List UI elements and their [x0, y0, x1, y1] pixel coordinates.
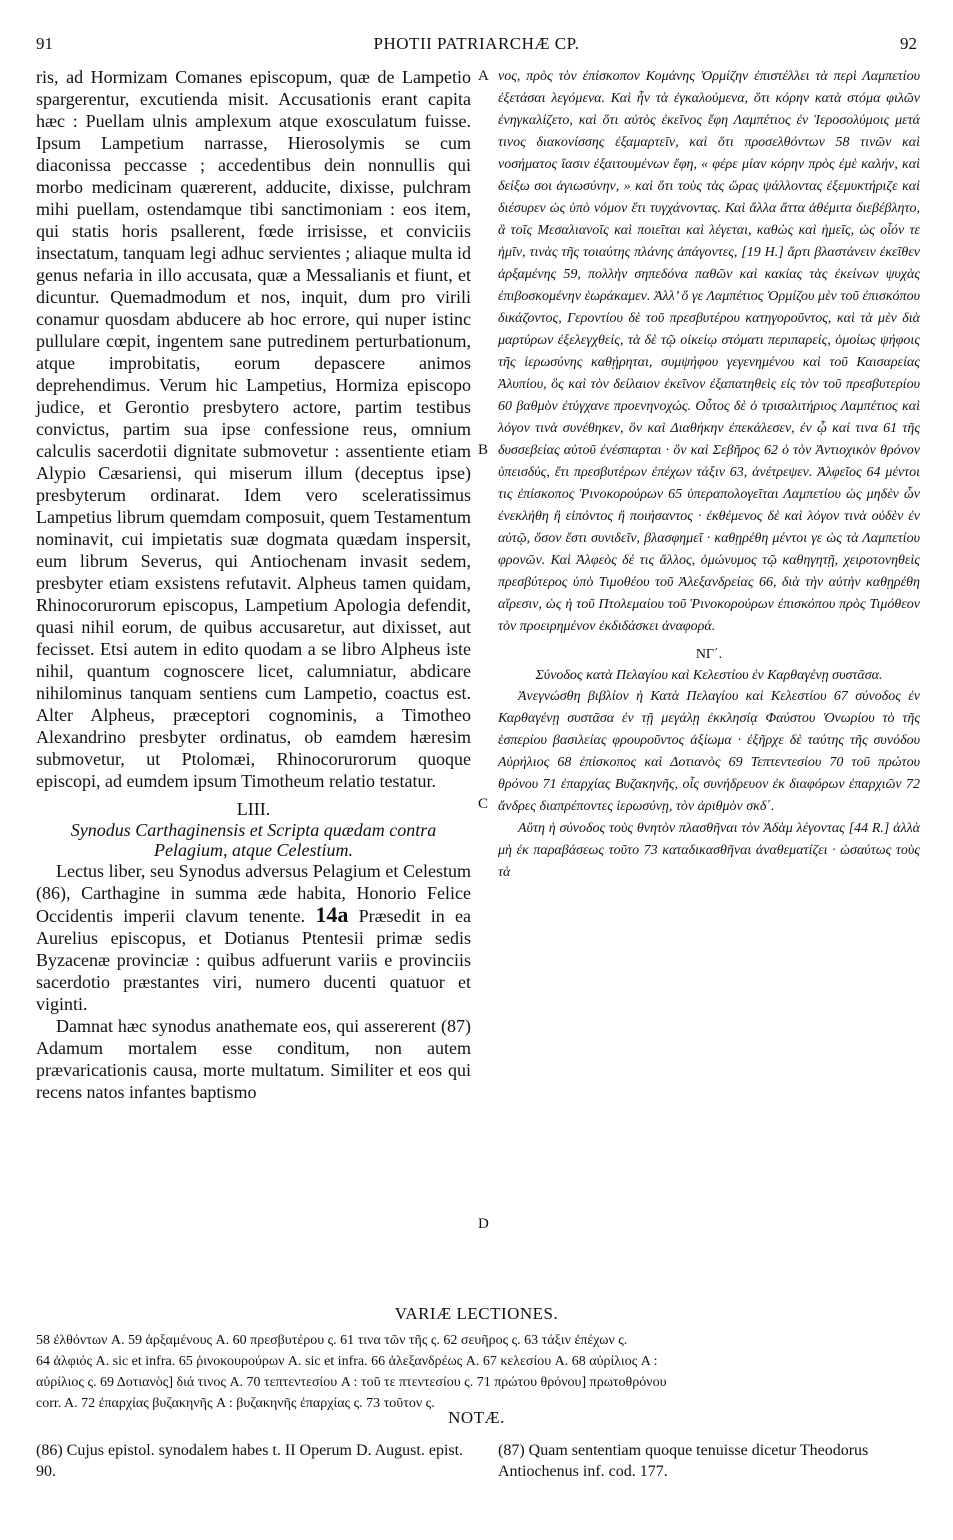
- variae-line-4: corr. A. 72 ἐπαρχίας βυζακηνῆς A : βυζακηνῆς ἐπαρχίας ς. 73 τοῦτον ς.: [36, 1396, 435, 1411]
- page-header: [36, 34, 917, 58]
- variae-line-3: αὐρίλιος ς. 69 Δοτιανὸς] διά τινος A. 70 τεπτεντεσίου A : τοῦ τε πτεντεσίου ς. 71 πρώτου θρόνου] πρωτοθρόνου: [36, 1375, 667, 1390]
- latin-section-title: Synodus Carthaginensis et Scripta quædam contra Pelagium, atque Celestium.: [70, 820, 437, 860]
- latin-paragraph-2: [36, 860, 471, 1015]
- running-title: PHOTII PATRIARCHÆ CP.: [373, 34, 580, 53]
- greek-section-number: ΝΓ΄.: [695, 647, 723, 662]
- variae-line-1: 58 ἐλθόντων A. 59 ἀρξαμένους A. 60 πρεσβυτέρου ς. 61 τινα τῶν τῆς ς. 62 σευῆρος ς. 63 τάξιν ἐπέχων ς.: [36, 1333, 628, 1348]
- greek-paragraph-2: Ἀνεγνώσθη βιβλίον ἡ Κατὰ Πελαγίου καὶ Κελεστίου 67 σύνοδος ἐν Καρθαγένῃ συστᾶσα ἐν τῇ μεγάλῃ ἐκκλησίᾳ Φαύστου Ὁνωρίου τὸ τῆς ἑσπερίου βασιλείας φρουροῦντος ἀξίωμα · ἐξῆρχε δὲ ταύτης τῆς συνόδου Αὐρήλιος 68 ἐπίσκοπος καὶ Δοτιανὸς 69 Τεπτεντεσίου 70 τοῦ πρώτου θρόνου 71 ἐπαρχίας Βυζακηνῆς, οἷς συνήδρευον ἐκ διαφόρων ἐπαρχιῶν 72 ἄνδρες διαπρέποντες ἱερωσύνῃ, τὸν ἀριθμὸν σκδ΄.: [498, 689, 920, 814]
- latin-paragraph-1: ris, ad Hormizam Comanes episcopum, quæ de Lampetio spargerentur, excutienda misit. Accusationis erant capita hæc : Puellam ulnis amplexum atque exosculatum fuisse. Ipsum Lampetium narrasse, Hierosolymis se cum diaconissa peccasse ; accedentibus dein nonnullis qui morbo medicinam quærerent, adducite, dixisse, pulchram mihi puellam, ostendamque tibi sanctimoniam : eos item, qui statis horis psallerent, fœde irrisisse, et conviciis insectatum, tanquam legi adhuc servientes ; aliaque multa id genus nefaria in illo accusata, quæ a Messalianis et fiunt, et dicuntur. Quemadmodum et nos, inquit, dum pro virili conamur quosdam abducere ab hoc errore, qui nuper istinc pullulare cœpit, ingentem sane putredinem perturbationum, atque improbitatis, eorum depascere animos deprehendimus. Verum hic Lampetius, Hormiza episcopo judice, et Gerontio presbytero actore, partim testibus convictus, partim sua ipse confessione reus, omnium calculis sacerdotii dignitate submovetur : assentiente etiam Alypio Cæsariensi, qui miserum illum (deceptus ipse) presbyterum ordinarat. Idem vero sceleratissimus Lampetius librum quemdam composuit, quem Testamentum nominavit, cui impietatis suæ dogmata quædam inspersit, eum librum Severus, qui Antiochenam invasit sedem, presbyter etiam exsistens refutavit. Alpheus tamen quidam, Rhinocorurorum episcopus, Lampetium Apologia defendit, quasi nihil eorum, de quibus accusaretur, aut dixisset, aut fecisset. Etsi autem in edito quodam a se libro Alpheus iste nihil, quantum cognoscere licet, calumniatur, abdicare nihilominus tanquam sentiens cum Lampetio, coactus est. Alter Alpheus, præceptori cognominis, a Timotheo Alexandrino presbyter ordinatus, ob eamdem hæresim submovetur, ut Ptolomæi, Rhinocorurorum quoque episcopi, ad eumdem ipsum Timotheum relatio testatur.: [36, 67, 471, 791]
- margin-letter-d: D: [478, 1216, 489, 1232]
- page-number-left: 91: [36, 34, 53, 53]
- variae-lectiones-heading: VARIÆ LECTIONES.: [394, 1304, 559, 1323]
- variae-line-2: 64 ἀλφιός A. sic et infra. 65 ῥινοκουρούρων A. sic et infra. 66 ἀλεξανδρέως A. 67 κελεσίου A. 68 αὐρίλιος A :: [36, 1354, 658, 1369]
- margin-letter-c: C: [478, 796, 489, 812]
- greek-paragraph-3: Αὕτη ἡ σύνοδος τοὺς θνητὸν πλασθῆναι τὸν Ἀδὰμ λέγοντας [44 R.] ἀλλὰ μὴ ἐκ παραβάσεως τοῦτο 73 καταδικασθῆναι ἀναθεματίζει · ὡσαύτως τοὺς τὰ: [498, 821, 920, 880]
- latin-paragraph-2b-text: Præsedit in ea Aurelius episcopus, et Dotianus Ptentesii primæ sedis Byzacenæ provinciæ : quibus adfuerunt variis e provinciis sacerdotio præstantes viri, numero ducenti quatuor et viginti.: [36, 906, 471, 1014]
- margin-letter-b: B: [478, 442, 489, 458]
- greek-column: [498, 66, 920, 884]
- margin-letter-a: A: [478, 68, 489, 84]
- greek-section-title: Σύνοδος κατὰ Πελαγίου καὶ Κελεστίου ἐν Καρθαγένῃ συστᾶσα.: [535, 668, 883, 683]
- latin-section-number: LIII.: [236, 799, 271, 819]
- page-marker-14a: 14a: [315, 902, 349, 927]
- page-number-right: 92: [900, 34, 917, 53]
- latin-paragraph-3: Damnat hæc synodus anathemate eos, qui assererent (87) Adamum mortalem esse conditum, non autem prævaricationis causa, morte multatum. Similiter et eos qui recens natos infantes baptismo: [36, 1016, 471, 1102]
- notae-heading: NOTÆ.: [448, 1408, 505, 1427]
- note-87: (87) Quam sententiam quoque tenuisse dicetur Theodorus Antiochenus inf. cod. 177.: [498, 1442, 869, 1480]
- variae-lectiones: [36, 1330, 917, 1414]
- greek-paragraph-1: νος, πρὸς τὸν ἐπίσκοπον Κομάνης Ὁρμίζην ἐπιστέλλει τὰ περὶ Λαμπετίου ἐξετάσαι λεγόμενα. Καὶ ἦν τὰ ἐγκαλούμενα, ὅτι κόρην κατὰ στόμα φιλῶν ἐνηγκαλίζετο, καὶ ὅτι αὐτὸς ἐκεῖνος ἔφη Λαμπέτιος ἐν Ἱεροσολύμοις μετά τινος διακονίσσης ἐξαμαρτεῖν, καὶ ὅτι προσελθόντων 58 τινῶν καὶ νοσήματος ἴασιν ἐξαιτουμένων ἔφη, « φέρε μίαν κόρην πρὸς ἐμὲ καλήν, καὶ δείξω σοι ἁγιωσύνην, » καὶ ὅτι τοὺς τὰς ὥρας ψάλλοντας ἐξεμυκτήριζε καὶ διέσυρεν ὡς ὑπὸ νόμον ἔτι τυγχάνοντας. Καὶ ἄλλα ἄττα ἀθέμιτα διεβέβλητο, ἃ τοῖς Μεσαλιανοῖς καὶ ποιεῖται καὶ λέγεται, καθὼς καὶ ἡμεῖς, ὡς οἷόν τε ἡμῖν, τινὰς τῆς τοιαύτης πλάνης ἀπάγοντες, [19 H.] ἄρτι βλαστάνειν ἐκεῖθεν ἀρξαμένης 59, πολλὴν σηπεδόνα παθῶν καὶ κακίας τὰς ἐκείνων ψυχὰς ἐπιβοσκομένην ἑωράκαμεν. Ἀλλ’ ὅ γε Λαμπέτιος Ὁρμίζου μὲν τοῦ ἐπισκόπου δικάζοντος, Γεροντίου δὲ τοῦ πρεσβυτέρου κατηγοροῦντος, καὶ τὰ μὲν διὰ μαρτύρων ἐξελεγχθείς, τὰ δὲ τῷ οἰκείῳ στόματι περιπαρείς, ὁμοίως ψήφοις τῆς ἱερωσύνης καθῄρηται, συμψήφου γεγενημένου καὶ τοῦ Καισαρείας Ἀλυπίου, ὃς καὶ τὸν δείλαιον ἐκεῖνον ἐξαπατηθεὶς εἰς τὸν τοῦ πρεσβυτερίου 60 βαθμὸν ἐτύγχανε προενηνοχώς. Οὗτος δὲ ὁ τρισαλιτήριος Λαμπέτιος καὶ λόγον τινὰ συνέθηκεν, ὃν καὶ Διαθήκην ἐπεκάλεσεν, ἐν ᾧ καί τινα 61 τῆς δυσσεβείας αὐτοῦ ἐνέσπαρται · ὃν καὶ Σεβῆρος 62 ὁ τὸν Ἀντιοχικὸν θρόνον ὑπεισδύς, ἔτι πρεσβυτέρων ἐπέχων τάξιν 63, ἀνέτρεψεν. Ἀλφεῖος 64 μέντοι τις ἐπίσκοπος Ῥινοκορούρων 65 ὑπεραπολογεῖται Λαμπετίου ὡς μηδὲν ὧν ἐνεκλήθη ἢ εἰπόντος ἢ ποιήσαντος · ἐκθέμενος δὲ καὶ λόγον τινὰ οὐδὲν ἐν αὐτῷ, ὅσον ἔστι συνιδεῖν, βλασφημεῖ · καθῃρέθη μέντοι γε ὡς τὰ Λαμπετίου φρονῶν. Καὶ Ἀλφεὸς δέ τις ἄλλος, ὁμώνυμος τῷ καθηγητῇ, χειροτονηθεὶς πρεσβύτερος ὑπὸ Τιμοθέου τοῦ Ἀλεξανδρείας 66, διὰ τὴν αὐτὴν καθῃρέθη αἵρεσιν, ὡς ἡ τοῦ Πτολεμαίου τοῦ Ῥινοκορούρων ἐπισκόπου πρὸς Τιμόθεον τὸν προειρημένον ἐκδιδάσκει ἀναφορά.: [498, 69, 920, 634]
- note-86: (86) Cujus epistol. synodalem habes t. II Operum D. August. epist. 90.: [36, 1442, 464, 1480]
- latin-column: [36, 66, 471, 1103]
- latin-paragraph-2-text: Lectus liber, seu Synodus adversus Pelagium et Celestum (86), Carthagine in summa æde habita, Honorio Felice Occidentis imperii clavum tenente.: [36, 861, 471, 926]
